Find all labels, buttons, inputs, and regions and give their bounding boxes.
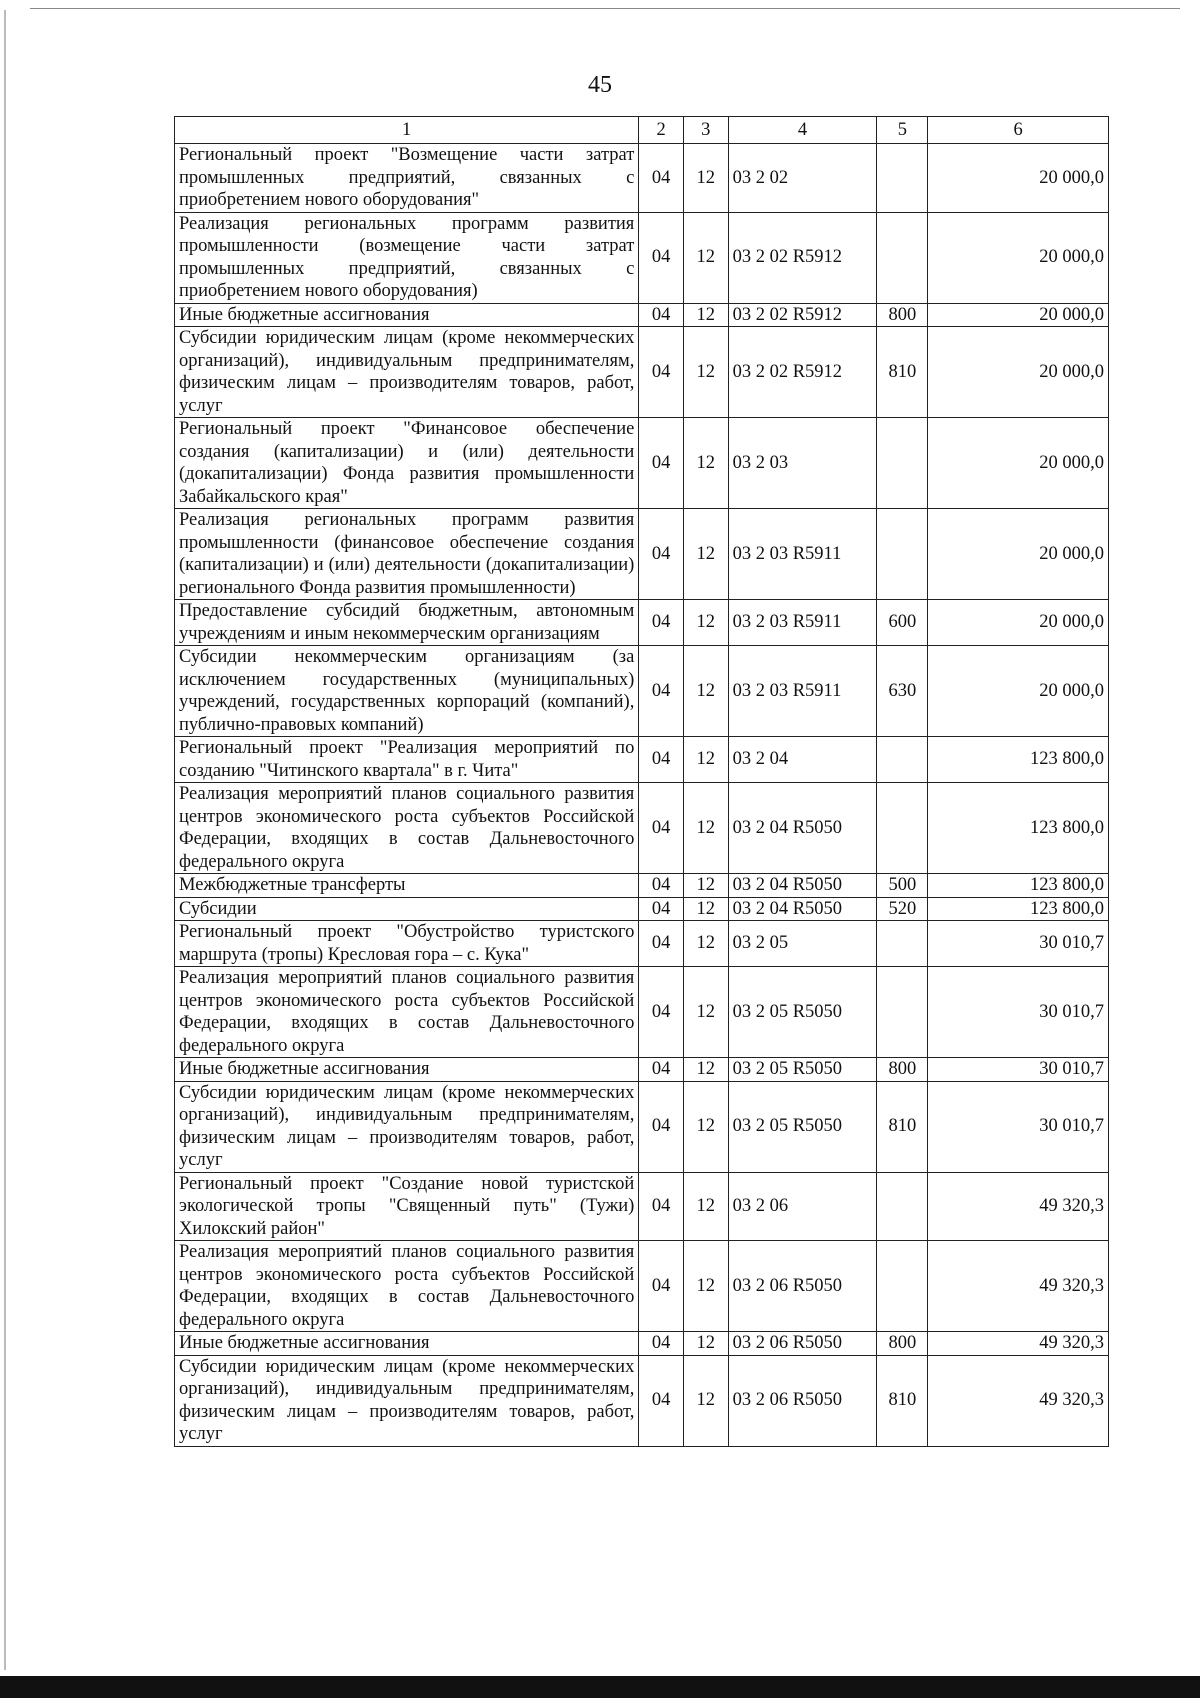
cell-target-article: 03 2 02 R5912 bbox=[728, 303, 877, 327]
header-col-3: 3 bbox=[683, 117, 728, 144]
cell-subsection: 12 bbox=[683, 1332, 728, 1356]
cell-name: Иные бюджетные ассигнования bbox=[175, 1332, 639, 1356]
cell-amount: 30 010,7 bbox=[928, 1081, 1109, 1172]
page-number: 45 bbox=[588, 72, 612, 98]
cell-section: 04 bbox=[639, 600, 684, 646]
budget-table bbox=[174, 116, 1109, 1447]
cell-expense-type bbox=[877, 509, 928, 600]
cell-target-article: 03 2 06 R5050 bbox=[728, 1355, 877, 1446]
table-row bbox=[175, 783, 1109, 874]
table-row bbox=[175, 600, 1109, 646]
table-row bbox=[175, 1058, 1109, 1082]
cell-name: Региональный проект "Обустройство туристского маршрута (тропы) Кресловая гора – с. Кука" bbox=[175, 921, 639, 967]
table-row bbox=[175, 303, 1109, 327]
cell-amount: 49 320,3 bbox=[928, 1241, 1109, 1332]
cell-subsection: 12 bbox=[683, 1355, 728, 1446]
table-row bbox=[175, 418, 1109, 509]
cell-target-article: 03 2 05 R5050 bbox=[728, 967, 877, 1058]
cell-amount: 30 010,7 bbox=[928, 921, 1109, 967]
cell-name: Реализация мероприятий планов социального развития центров экономического роста субъектов Российской Федерации, входящих в состав Дальневосточного федерального округа bbox=[175, 1241, 639, 1332]
cell-subsection: 12 bbox=[683, 144, 728, 213]
cell-section: 04 bbox=[639, 327, 684, 418]
cell-name: Региональный проект "Реализация мероприятий по созданию "Читинского квартала" в г. Чита" bbox=[175, 737, 639, 783]
cell-name: Субсидии некоммерческим организациям (за исключением государственных (муниципальных) учреждений, государственных корпораций (компаний), публично-правовых компаний) bbox=[175, 646, 639, 737]
cell-expense-type bbox=[877, 1172, 928, 1241]
cell-amount: 20 000,0 bbox=[928, 303, 1109, 327]
cell-name: Реализация региональных программ развития промышленности (возмещение части затрат промышленных предприятий, связанных с приобретением нового оборудования) bbox=[175, 212, 639, 303]
cell-expense-type: 810 bbox=[877, 1081, 928, 1172]
cell-section: 04 bbox=[639, 1241, 684, 1332]
cell-expense-type: 630 bbox=[877, 646, 928, 737]
scan-top-edge bbox=[30, 8, 1180, 9]
cell-name: Предоставление субсидий бюджетным, автономным учреждениям и иным некоммерческим организациям bbox=[175, 600, 639, 646]
table-row bbox=[175, 737, 1109, 783]
table-row bbox=[175, 1332, 1109, 1356]
cell-amount: 20 000,0 bbox=[928, 212, 1109, 303]
cell-name: Субсидии bbox=[175, 897, 639, 921]
cell-target-article: 03 2 04 bbox=[728, 737, 877, 783]
cell-subsection: 12 bbox=[683, 646, 728, 737]
cell-target-article: 03 2 02 R5912 bbox=[728, 327, 877, 418]
cell-target-article: 03 2 06 R5050 bbox=[728, 1332, 877, 1356]
cell-name: Реализация мероприятий планов социального развития центров экономического роста субъектов Российской Федерации, входящих в состав Дальневосточного федерального округа bbox=[175, 783, 639, 874]
cell-target-article: 03 2 02 bbox=[728, 144, 877, 213]
scan-bottom-band bbox=[0, 1676, 1200, 1698]
cell-subsection: 12 bbox=[683, 600, 728, 646]
cell-expense-type bbox=[877, 783, 928, 874]
cell-expense-type bbox=[877, 967, 928, 1058]
table-row bbox=[175, 897, 1109, 921]
cell-target-article: 03 2 02 R5912 bbox=[728, 212, 877, 303]
cell-target-article: 03 2 05 bbox=[728, 921, 877, 967]
cell-name: Реализация мероприятий планов социального развития центров экономического роста субъектов Российской Федерации, входящих в состав Дальневосточного федерального округа bbox=[175, 967, 639, 1058]
cell-amount: 20 000,0 bbox=[928, 418, 1109, 509]
table-row bbox=[175, 1172, 1109, 1241]
cell-name: Субсидии юридическим лицам (кроме некоммерческих организаций), индивидуальным предпринимателям, физическим лицам – производителям товаров, работ, услуг bbox=[175, 327, 639, 418]
header-col-1: 1 bbox=[175, 117, 639, 144]
cell-amount: 49 320,3 bbox=[928, 1172, 1109, 1241]
table-row bbox=[175, 646, 1109, 737]
cell-amount: 123 800,0 bbox=[928, 874, 1109, 898]
scan-left-edge bbox=[4, 10, 6, 1670]
cell-subsection: 12 bbox=[683, 1058, 728, 1082]
cell-expense-type: 800 bbox=[877, 1058, 928, 1082]
cell-subsection: 12 bbox=[683, 737, 728, 783]
cell-section: 04 bbox=[639, 1355, 684, 1446]
cell-name: Иные бюджетные ассигнования bbox=[175, 303, 639, 327]
cell-name: Субсидии юридическим лицам (кроме некоммерческих организаций), индивидуальным предпринимателям, физическим лицам – производителям товаров, работ, услуг bbox=[175, 1081, 639, 1172]
table-header-row bbox=[175, 117, 1109, 144]
cell-expense-type: 800 bbox=[877, 1332, 928, 1356]
cell-subsection: 12 bbox=[683, 1172, 728, 1241]
cell-amount: 30 010,7 bbox=[928, 967, 1109, 1058]
cell-expense-type bbox=[877, 737, 928, 783]
cell-subsection: 12 bbox=[683, 897, 728, 921]
cell-section: 04 bbox=[639, 509, 684, 600]
cell-expense-type: 810 bbox=[877, 1355, 928, 1446]
header-col-6: 6 bbox=[928, 117, 1109, 144]
cell-amount: 49 320,3 bbox=[928, 1355, 1109, 1446]
header-col-2: 2 bbox=[639, 117, 684, 144]
cell-expense-type bbox=[877, 212, 928, 303]
cell-section: 04 bbox=[639, 897, 684, 921]
table-row bbox=[175, 874, 1109, 898]
cell-section: 04 bbox=[639, 144, 684, 213]
cell-amount: 123 800,0 bbox=[928, 737, 1109, 783]
cell-subsection: 12 bbox=[683, 303, 728, 327]
cell-target-article: 03 2 06 R5050 bbox=[728, 1241, 877, 1332]
cell-amount: 30 010,7 bbox=[928, 1058, 1109, 1082]
cell-expense-type: 500 bbox=[877, 874, 928, 898]
table-row bbox=[175, 327, 1109, 418]
cell-section: 04 bbox=[639, 646, 684, 737]
table-row bbox=[175, 509, 1109, 600]
cell-expense-type: 810 bbox=[877, 327, 928, 418]
cell-subsection: 12 bbox=[683, 212, 728, 303]
cell-target-article: 03 2 03 bbox=[728, 418, 877, 509]
cell-target-article: 03 2 04 R5050 bbox=[728, 783, 877, 874]
cell-section: 04 bbox=[639, 1081, 684, 1172]
cell-target-article: 03 2 03 R5911 bbox=[728, 509, 877, 600]
table-row bbox=[175, 921, 1109, 967]
cell-section: 04 bbox=[639, 874, 684, 898]
cell-section: 04 bbox=[639, 1332, 684, 1356]
cell-section: 04 bbox=[639, 737, 684, 783]
cell-name: Иные бюджетные ассигнования bbox=[175, 1058, 639, 1082]
cell-section: 04 bbox=[639, 967, 684, 1058]
header-col-5: 5 bbox=[877, 117, 928, 144]
table-row bbox=[175, 144, 1109, 213]
cell-section: 04 bbox=[639, 1172, 684, 1241]
cell-name: Субсидии юридическим лицам (кроме некоммерческих организаций), индивидуальным предпринимателям, физическим лицам – производителям товаров, работ, услуг bbox=[175, 1355, 639, 1446]
cell-section: 04 bbox=[639, 1058, 684, 1082]
cell-expense-type bbox=[877, 1241, 928, 1332]
cell-subsection: 12 bbox=[683, 1241, 728, 1332]
table-row bbox=[175, 212, 1109, 303]
cell-expense-type: 800 bbox=[877, 303, 928, 327]
cell-section: 04 bbox=[639, 212, 684, 303]
cell-subsection: 12 bbox=[683, 967, 728, 1058]
cell-subsection: 12 bbox=[683, 783, 728, 874]
cell-section: 04 bbox=[639, 303, 684, 327]
table-row bbox=[175, 967, 1109, 1058]
cell-target-article: 03 2 05 R5050 bbox=[728, 1081, 877, 1172]
cell-expense-type bbox=[877, 418, 928, 509]
cell-name: Реализация региональных программ развития промышленности (финансовое обеспечение создания (капитализации) и (или) деятельности (докапитализации) регионального Фонда развития промышленности) bbox=[175, 509, 639, 600]
cell-subsection: 12 bbox=[683, 921, 728, 967]
cell-subsection: 12 bbox=[683, 509, 728, 600]
table-row bbox=[175, 1241, 1109, 1332]
cell-name: Региональный проект "Создание новой туристской экологической тропы "Священный путь" (Тужи) Хилокский район" bbox=[175, 1172, 639, 1241]
cell-amount: 20 000,0 bbox=[928, 144, 1109, 213]
cell-expense-type: 600 bbox=[877, 600, 928, 646]
cell-name: Региональный проект "Финансовое обеспечение создания (капитализации) и (или) деятельности (докапитализации) Фонда развития промышленности Забайкальского края" bbox=[175, 418, 639, 509]
cell-amount: 123 800,0 bbox=[928, 783, 1109, 874]
cell-target-article: 03 2 06 bbox=[728, 1172, 877, 1241]
cell-subsection: 12 bbox=[683, 418, 728, 509]
table-row bbox=[175, 1355, 1109, 1446]
cell-section: 04 bbox=[639, 921, 684, 967]
cell-target-article: 03 2 04 R5050 bbox=[728, 874, 877, 898]
cell-section: 04 bbox=[639, 418, 684, 509]
header-col-4: 4 bbox=[728, 117, 877, 144]
cell-amount: 20 000,0 bbox=[928, 600, 1109, 646]
cell-amount: 20 000,0 bbox=[928, 509, 1109, 600]
table-row bbox=[175, 1081, 1109, 1172]
cell-target-article: 03 2 05 R5050 bbox=[728, 1058, 877, 1082]
cell-section: 04 bbox=[639, 783, 684, 874]
cell-amount: 123 800,0 bbox=[928, 897, 1109, 921]
cell-subsection: 12 bbox=[683, 1081, 728, 1172]
cell-name: Межбюджетные трансферты bbox=[175, 874, 639, 898]
cell-name: Региональный проект "Возмещение части затрат промышленных предприятий, связанных с приобретением нового оборудования" bbox=[175, 144, 639, 213]
cell-expense-type bbox=[877, 921, 928, 967]
cell-subsection: 12 bbox=[683, 874, 728, 898]
cell-expense-type bbox=[877, 144, 928, 213]
cell-target-article: 03 2 04 R5050 bbox=[728, 897, 877, 921]
cell-subsection: 12 bbox=[683, 327, 728, 418]
cell-expense-type: 520 bbox=[877, 897, 928, 921]
cell-amount: 20 000,0 bbox=[928, 327, 1109, 418]
cell-amount: 49 320,3 bbox=[928, 1332, 1109, 1356]
cell-amount: 20 000,0 bbox=[928, 646, 1109, 737]
cell-target-article: 03 2 03 R5911 bbox=[728, 646, 877, 737]
cell-target-article: 03 2 03 R5911 bbox=[728, 600, 877, 646]
